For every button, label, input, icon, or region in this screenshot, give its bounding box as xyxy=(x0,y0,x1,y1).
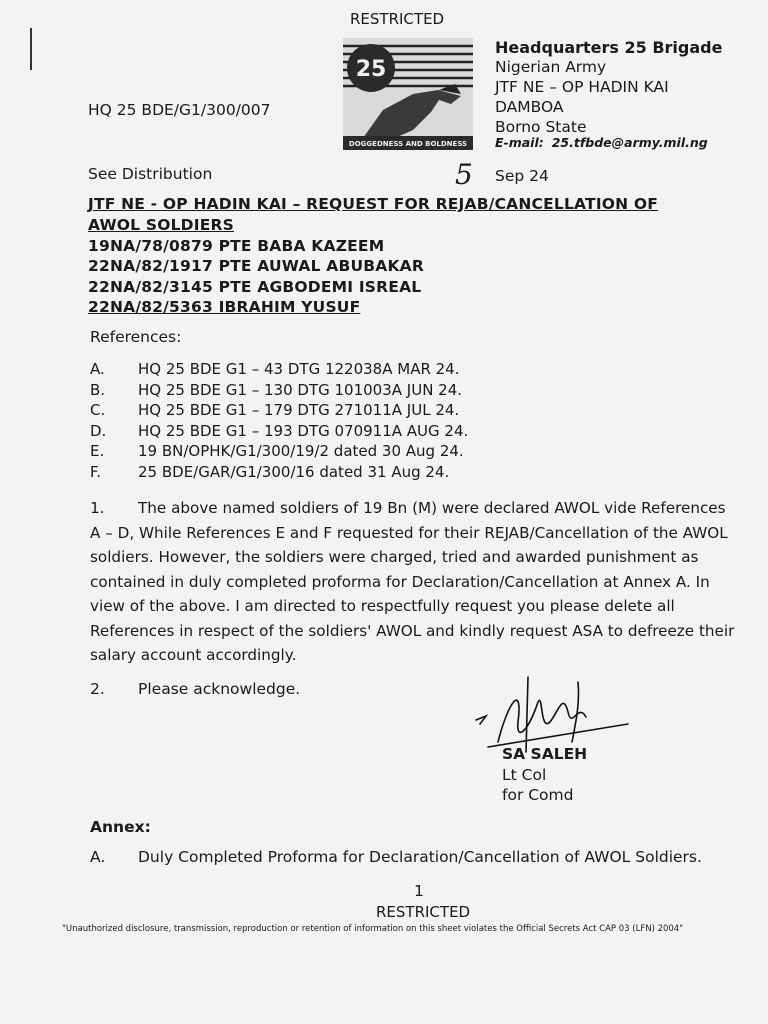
logo-motto: DOGGEDNESS AND BOLDNESS xyxy=(348,140,468,148)
email-label: E-mail xyxy=(495,135,539,150)
email-address: 25.tfbde@army.mil.ng xyxy=(551,135,708,150)
date-day-handwritten: 5 xyxy=(455,158,473,191)
address-line-3: JTF NE – OP HADIN KAI xyxy=(495,78,669,96)
reference-item: E. 19 BN/OPHK/G1/300/19/2 dated 30 Aug 24. xyxy=(90,442,464,460)
page-number: 1 xyxy=(414,882,424,900)
address-line-5: Borno State xyxy=(495,118,587,136)
classification-top: RESTRICTED xyxy=(350,10,445,28)
references-list xyxy=(90,359,468,482)
references-heading: References: xyxy=(90,328,182,346)
email-line: E-mail: 25.tfbde@army.mil.ng xyxy=(495,135,708,150)
soldier-4: 22NA/82/5363 IBRAHIM YUSUF xyxy=(88,298,361,316)
margin-mark xyxy=(30,28,32,70)
address-line-4: DAMBOA xyxy=(495,98,564,116)
signatory-rank: Lt Col xyxy=(502,766,547,784)
subject-line-1: JTF NE - OP HADIN KAI – REQUEST FOR REJAB/CANCELLATION OF xyxy=(88,195,659,213)
soldier-1: 19NA/78/0879 PTE BABA KAZEEM xyxy=(88,237,385,255)
brigade-logo xyxy=(343,38,473,150)
signatory-for: for Comd xyxy=(502,786,574,804)
subject-line-2: AWOL SOLDIERS xyxy=(88,216,234,234)
annex-heading: Annex: xyxy=(90,818,151,836)
classification-bottom: RESTRICTED xyxy=(376,903,471,921)
paragraph-2: 2. Please acknowledge. xyxy=(90,680,301,698)
logo-number: 25 xyxy=(355,57,387,82)
date: Sep 24 xyxy=(495,167,549,185)
soldier-2: 22NA/82/1917 PTE AUWAL ABUBAKAR xyxy=(88,257,425,275)
reference-item: C. HQ 25 BDE G1 – 179 DTG 271011A JUL 24. xyxy=(90,401,460,419)
distribution: See Distribution xyxy=(88,165,213,183)
reference-item: B. HQ 25 BDE G1 – 130 DTG 101003A JUN 24. xyxy=(90,380,463,399)
file-reference: HQ 25 BDE/G1/300/007 xyxy=(88,101,271,119)
reference-item: D. HQ 25 BDE G1 – 193 DTG 070911A AUG 24. xyxy=(90,421,469,440)
paragraph-1-number: 1. xyxy=(90,499,105,517)
address-line-2: Nigerian Army xyxy=(495,58,607,76)
reference-item: A. HQ 25 BDE G1 – 43 DTG 122038A MAR 24. xyxy=(90,360,460,378)
soldier-3: 22NA/82/3145 PTE AGBODEMI ISREAL xyxy=(88,278,422,296)
address-line-1: Headquarters 25 Brigade xyxy=(495,38,723,57)
annex-item: A. Duly Completed Proforma for Declaration/Cancellation of AWOL Soldiers. xyxy=(90,848,702,866)
reference-item: F. 25 BDE/GAR/G1/300/16 dated 31 Aug 24. xyxy=(90,462,450,481)
secrecy-footnote: "Unauthorized disclosure, transmission, reproduction or retention of information on this sheet violates the Official Secrets Act CAP 03 (LFN) 2004" xyxy=(62,924,684,934)
paragraph-2-number: 2. xyxy=(90,680,105,698)
paragraph-1: 1. The above named soldiers of 19 Bn (M) were declared AWOL vide References A – D, While References E and F requested for their REJAB/Cancellation of the AWOL soldiers. However, the soldiers were charged, tried and awarded punishment as contained in duly completed proforma for Declaration/Cancellation at Annex A. In view of the above. I am directed to respectfully request you please delete all References in respect of the soldiers' AWOL and kindly request ASA to defreeze their salary account accordingly. xyxy=(90,496,738,668)
signatory-name: SA SALEH xyxy=(502,745,588,763)
